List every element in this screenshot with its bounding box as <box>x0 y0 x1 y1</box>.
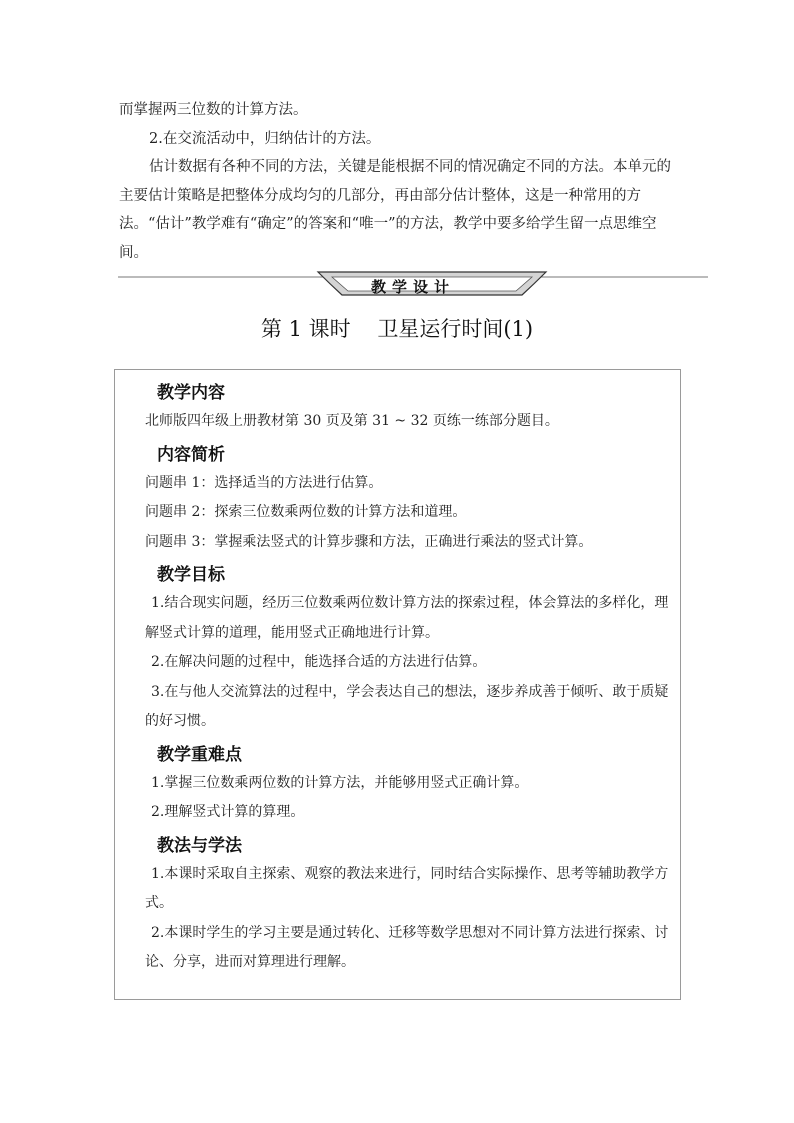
intro-paragraph: 估计数据有各种不同的方法，关键是能根据不同的情况确定不同的方法。本单元的主要估计策略是把整体分成均匀的几部分，再由部分估计整体，这是一种常用的方法。“估计”教学难有“确定”的答案和“唯一”的方法，教学中要多给学生留一点思维空间。 <box>119 159 671 261</box>
lesson-title: 第 1 课时 卫星运行时间(1) <box>260 317 534 341</box>
section-banner <box>118 270 708 300</box>
intro-item-2: 2.在交流活动中，归纳估计的方法。 <box>149 130 381 147</box>
goal-item: 1.结合现实问题，经历三位数乘两位数计算方法的探索过程，体会算法的多样化，理解竖式计算的道理，能用竖式正确地进行计算。 <box>145 595 669 641</box>
goal-item: 3.在与他人交流算法的过程中，学会表达自己的想法，逐步养成善于倾听、敢于质疑的好习惯。 <box>145 683 669 729</box>
section-heading-key-points: 教学重难点 <box>157 744 242 765</box>
intro-text <box>119 96 679 267</box>
lesson-plan-box <box>114 369 681 1000</box>
content-text: 北师版四年级上册教材第 30 页及第 31 ~ 32 页练一练部分题目。 <box>145 413 559 429</box>
section-heading-goals: 教学目标 <box>157 565 225 585</box>
section-heading-analysis: 内容简析 <box>157 444 225 465</box>
key-point-item: 2.理解竖式计算的算理。 <box>151 804 305 820</box>
method-item: 2.本课时学生的学习主要是通过转化、迁移等数学思想对不同计算方法进行探索、讨论、分享，进而对算理进行理解。 <box>145 924 669 970</box>
section-heading-methods: 教法与学法 <box>157 835 242 856</box>
key-point-item: 1.掌握三位数乘两位数的计算方法，并能够用竖式正确计算。 <box>151 774 529 791</box>
method-item: 1.本课时采取自主探索、观察的教法来进行，同时结合实际操作、思考等辅助教学方式。 <box>145 865 669 911</box>
banner-label: 教学设计 <box>370 278 455 296</box>
analysis-item: 问题串 3：掌握乘法竖式的计算步骤和方法，正确进行乘法的竖式计算。 <box>145 533 593 550</box>
goal-item: 2.在解决问题的过程中，能选择合适的方法进行估算。 <box>151 654 487 670</box>
analysis-item: 问题串 2：探索三位数乘两位数的计算方法和道理。 <box>145 504 467 520</box>
analysis-item: 问题串 1：选择适当的方法进行估算。 <box>145 474 383 491</box>
section-heading-content: 教学内容 <box>157 383 225 403</box>
intro-line: 而掌握两三位数的计算方法。 <box>119 102 308 118</box>
